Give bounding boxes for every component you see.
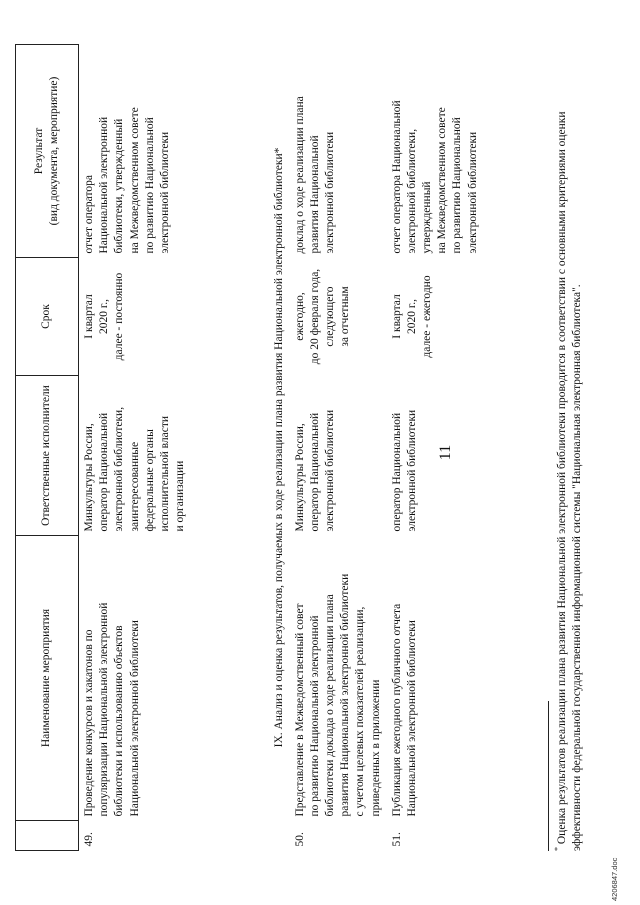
footnote-divider xyxy=(548,701,549,851)
footnote-line: Оценка результатов реализации плана развития Национальной электронной библиотеки проводится в соответствии с основными критериями оценки xyxy=(555,111,568,845)
row-executors-line: электронной библиотеки, xyxy=(113,406,126,532)
row-result-line: электронной библиотеки xyxy=(466,131,479,254)
row-term-line: 2020 г., xyxy=(98,298,111,335)
footnote-line: эффективности федеральной государственной информационной системы "Национальная электронная библиотека". xyxy=(571,284,584,851)
row-term xyxy=(387,258,487,376)
row-executors-line: оператор Национальной xyxy=(98,412,111,532)
plan-table xyxy=(15,44,487,851)
row-executors-line: Минкультуры России, xyxy=(83,423,95,532)
row-executors-line: оператор Национальной xyxy=(308,412,321,532)
row-result-line: Национальной электронной xyxy=(98,116,111,254)
row-result xyxy=(387,45,487,258)
row-term-line: ежегодно, xyxy=(293,292,306,341)
row-executors-line: оператор Национальной xyxy=(390,412,403,532)
row-name-line: библиотеки и использованию объектов xyxy=(113,625,126,817)
row-name-line: с учетом целевых показателей реализации, xyxy=(354,606,367,817)
document-id: 4206847.doc xyxy=(610,857,619,901)
row-number: 51. xyxy=(390,832,403,847)
row-name-line: Национальной электронной библиотеки xyxy=(128,620,141,817)
row-number: 49. xyxy=(83,832,95,847)
row-term-line: за отчетным xyxy=(339,286,352,347)
row-term-line: далее - постоянно xyxy=(113,272,126,361)
row-result-line: развития Национальной xyxy=(308,135,321,254)
row-executors-line: Минкультуры России, xyxy=(293,423,306,532)
row-term-line: далее - ежегодно xyxy=(421,275,434,358)
row-executors-line: заинтересованные xyxy=(128,441,141,532)
row-result-line: библиотеки, утвержденный xyxy=(113,118,126,254)
row-name-line: популяризации Национальной электронной xyxy=(98,602,111,817)
header-name: Наименование мероприятия xyxy=(16,536,79,821)
row-result-line: электронной библиотеки xyxy=(324,131,337,254)
row-executors-line: федеральные органы xyxy=(143,429,156,532)
row-name-line: развития Национальной электронной библиотеки xyxy=(339,573,352,817)
row-term-line: 2020 г., xyxy=(405,298,418,335)
row-term-line: I квартал xyxy=(83,294,95,339)
row-number: 50. xyxy=(293,832,306,847)
row-executors-line: и организации xyxy=(174,460,187,532)
row-result-line: утвержденный xyxy=(421,181,434,254)
row-executors-line: электронной библиотеки xyxy=(405,409,418,532)
row-result xyxy=(79,45,269,258)
footnote xyxy=(553,51,586,851)
table-header xyxy=(16,45,79,851)
header-num xyxy=(16,821,79,851)
row-term-line: I квартал xyxy=(390,294,403,339)
row-result-line: на Межведомственном совете xyxy=(436,107,449,254)
row-name-line: Публикация ежегодного публичного отчета xyxy=(390,603,403,817)
row-name-line: приведенных в приложении xyxy=(369,679,382,817)
row-result-line: отчет оператора Национальной xyxy=(390,100,403,254)
header-result-line: (вид документа, мероприятие) xyxy=(48,76,60,226)
row-name xyxy=(79,536,269,821)
row-executors xyxy=(290,376,387,536)
row-name xyxy=(290,536,387,821)
page-number: 11 xyxy=(437,444,454,461)
footnote-marker: * xyxy=(553,847,562,851)
row-executors-line: исполнительной власти xyxy=(158,415,171,532)
table-row xyxy=(387,45,487,851)
header-term: Срок xyxy=(16,258,79,376)
row-name-line: библиотеки доклада о ходе реализации плана xyxy=(324,594,337,817)
row-name-line: Национальной электронной библиотеки xyxy=(405,620,418,817)
row-result-line: отчет оператора xyxy=(83,175,95,254)
row-executors-line: электронной библиотеки xyxy=(324,409,337,532)
row-name xyxy=(387,536,487,821)
row-term xyxy=(79,258,269,376)
row-name-line: по развитию Национальной электронной xyxy=(308,615,321,817)
row-executors xyxy=(79,376,269,536)
row-result-line: электронной библиотеки xyxy=(158,131,171,254)
section-heading-row xyxy=(269,45,290,851)
row-name-line: Проведение конкурсов и хакатонов по xyxy=(83,629,95,817)
header-result-line: Результат xyxy=(32,127,45,175)
row-result xyxy=(290,45,387,258)
row-result-line: на Межведомственном совете xyxy=(128,107,141,254)
header-executors: Ответственные исполнители xyxy=(16,376,79,536)
row-term-line: следующего xyxy=(324,286,337,347)
row-executors xyxy=(387,376,487,536)
row-result-line: доклад о ходе реализации плана xyxy=(293,96,306,254)
row-result-line: по развитию Национальной xyxy=(143,117,156,254)
row-term xyxy=(290,258,387,376)
header-result xyxy=(16,45,79,258)
table-row xyxy=(79,45,269,851)
row-name-line: Представление в Межведомственный совет xyxy=(293,603,306,817)
row-result-line: по развитию Национальной xyxy=(451,117,464,254)
row-term-line: до 20 февраля года, xyxy=(308,268,321,365)
table-row xyxy=(290,45,387,851)
section-heading: IX. Анализ и оценка результатов, получаемых в ходе реализации плана развития Национальной электронной библиотеки* xyxy=(272,147,285,748)
row-result-line: электронной библиотеки, xyxy=(405,128,418,254)
